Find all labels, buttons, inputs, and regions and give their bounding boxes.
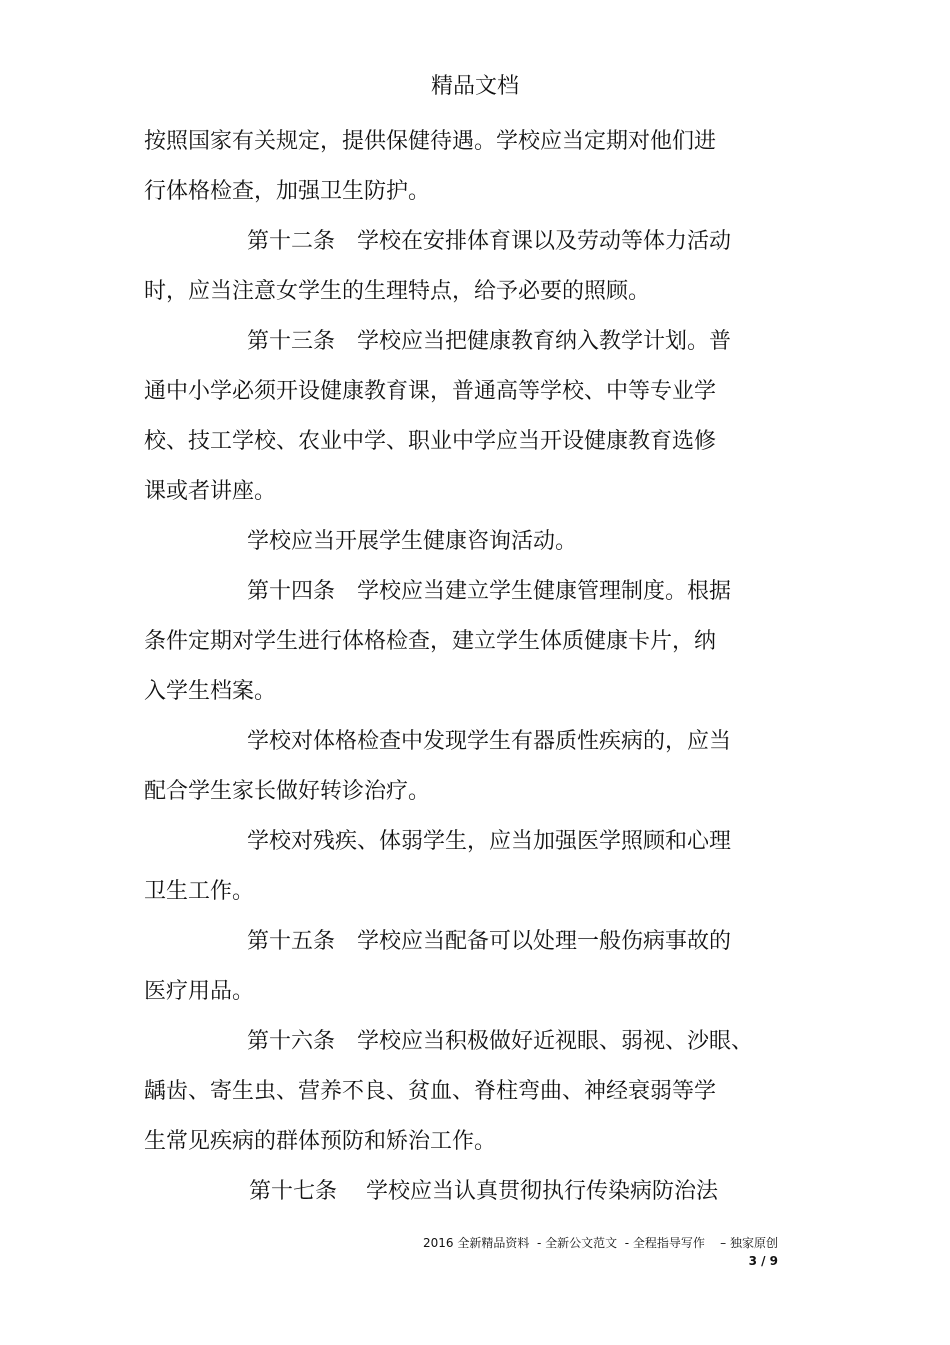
body-line: 配合学生家长做好转诊治疗。 (144, 779, 431, 804)
body-line: 通中小学必须开设健康教育课，普通高等学校、中等专业学 (144, 379, 717, 404)
article-15-start: 第十五条 学校应当配备可以处理一般伤病事故的 (247, 929, 732, 954)
body-line: 龋齿、寄生虫、营养不良、贫血、脊柱弯曲、神经衰弱等学 (144, 1079, 717, 1104)
body-line: 行体格检查，加强卫生防护。 (144, 179, 431, 204)
footer-promo-text: 2016 全新精品资料 - 全新公文范文 - 全程指导写作 – 独家原创 (423, 1236, 778, 1250)
body-line: 入学生档案。 (144, 679, 277, 704)
paragraph-start: 学校应当开展学生健康咨询活动。 (247, 529, 578, 554)
paragraph-start: 学校对残疾、体弱学生，应当加强医学照顾和心理 (247, 829, 732, 854)
article-12-start: 第十二条 学校在安排体育课以及劳动等体力活动 (247, 229, 732, 254)
body-line: 生常见疾病的群体预防和矫治工作。 (144, 1129, 497, 1154)
body-line: 医疗用品。 (144, 979, 255, 1004)
article-17-start: 第十七条 学校应当认真贯彻执行传染病防治法 (249, 1179, 718, 1204)
article-16-start: 第十六条 学校应当积极做好近视眼、弱视、沙眼、 (247, 1029, 754, 1054)
page-header-title: 精品文档 (430, 74, 519, 99)
paragraph-start: 学校对体格检查中发现学生有器质性疾病的，应当 (247, 729, 732, 754)
page-number: 3 / 9 (748, 1254, 778, 1268)
article-13-start: 第十三条 学校应当把健康教育纳入教学计划。普 (247, 329, 732, 354)
body-line: 卫生工作。 (144, 879, 255, 904)
body-line: 课或者讲座。 (144, 479, 277, 504)
article-14-start: 第十四条 学校应当建立学生健康管理制度。根据 (247, 579, 732, 604)
body-line: 条件定期对学生进行体格检查，建立学生体质健康卡片，纳 (144, 629, 717, 654)
body-line: 时，应当注意女学生的生理特点，给予必要的照顾。 (144, 279, 651, 304)
body-line: 校、技工学校、农业中学、职业中学应当开设健康教育选修 (144, 429, 717, 454)
body-line: 按照国家有关规定，提供保健待遇。学校应当定期对他们进 (144, 129, 717, 154)
